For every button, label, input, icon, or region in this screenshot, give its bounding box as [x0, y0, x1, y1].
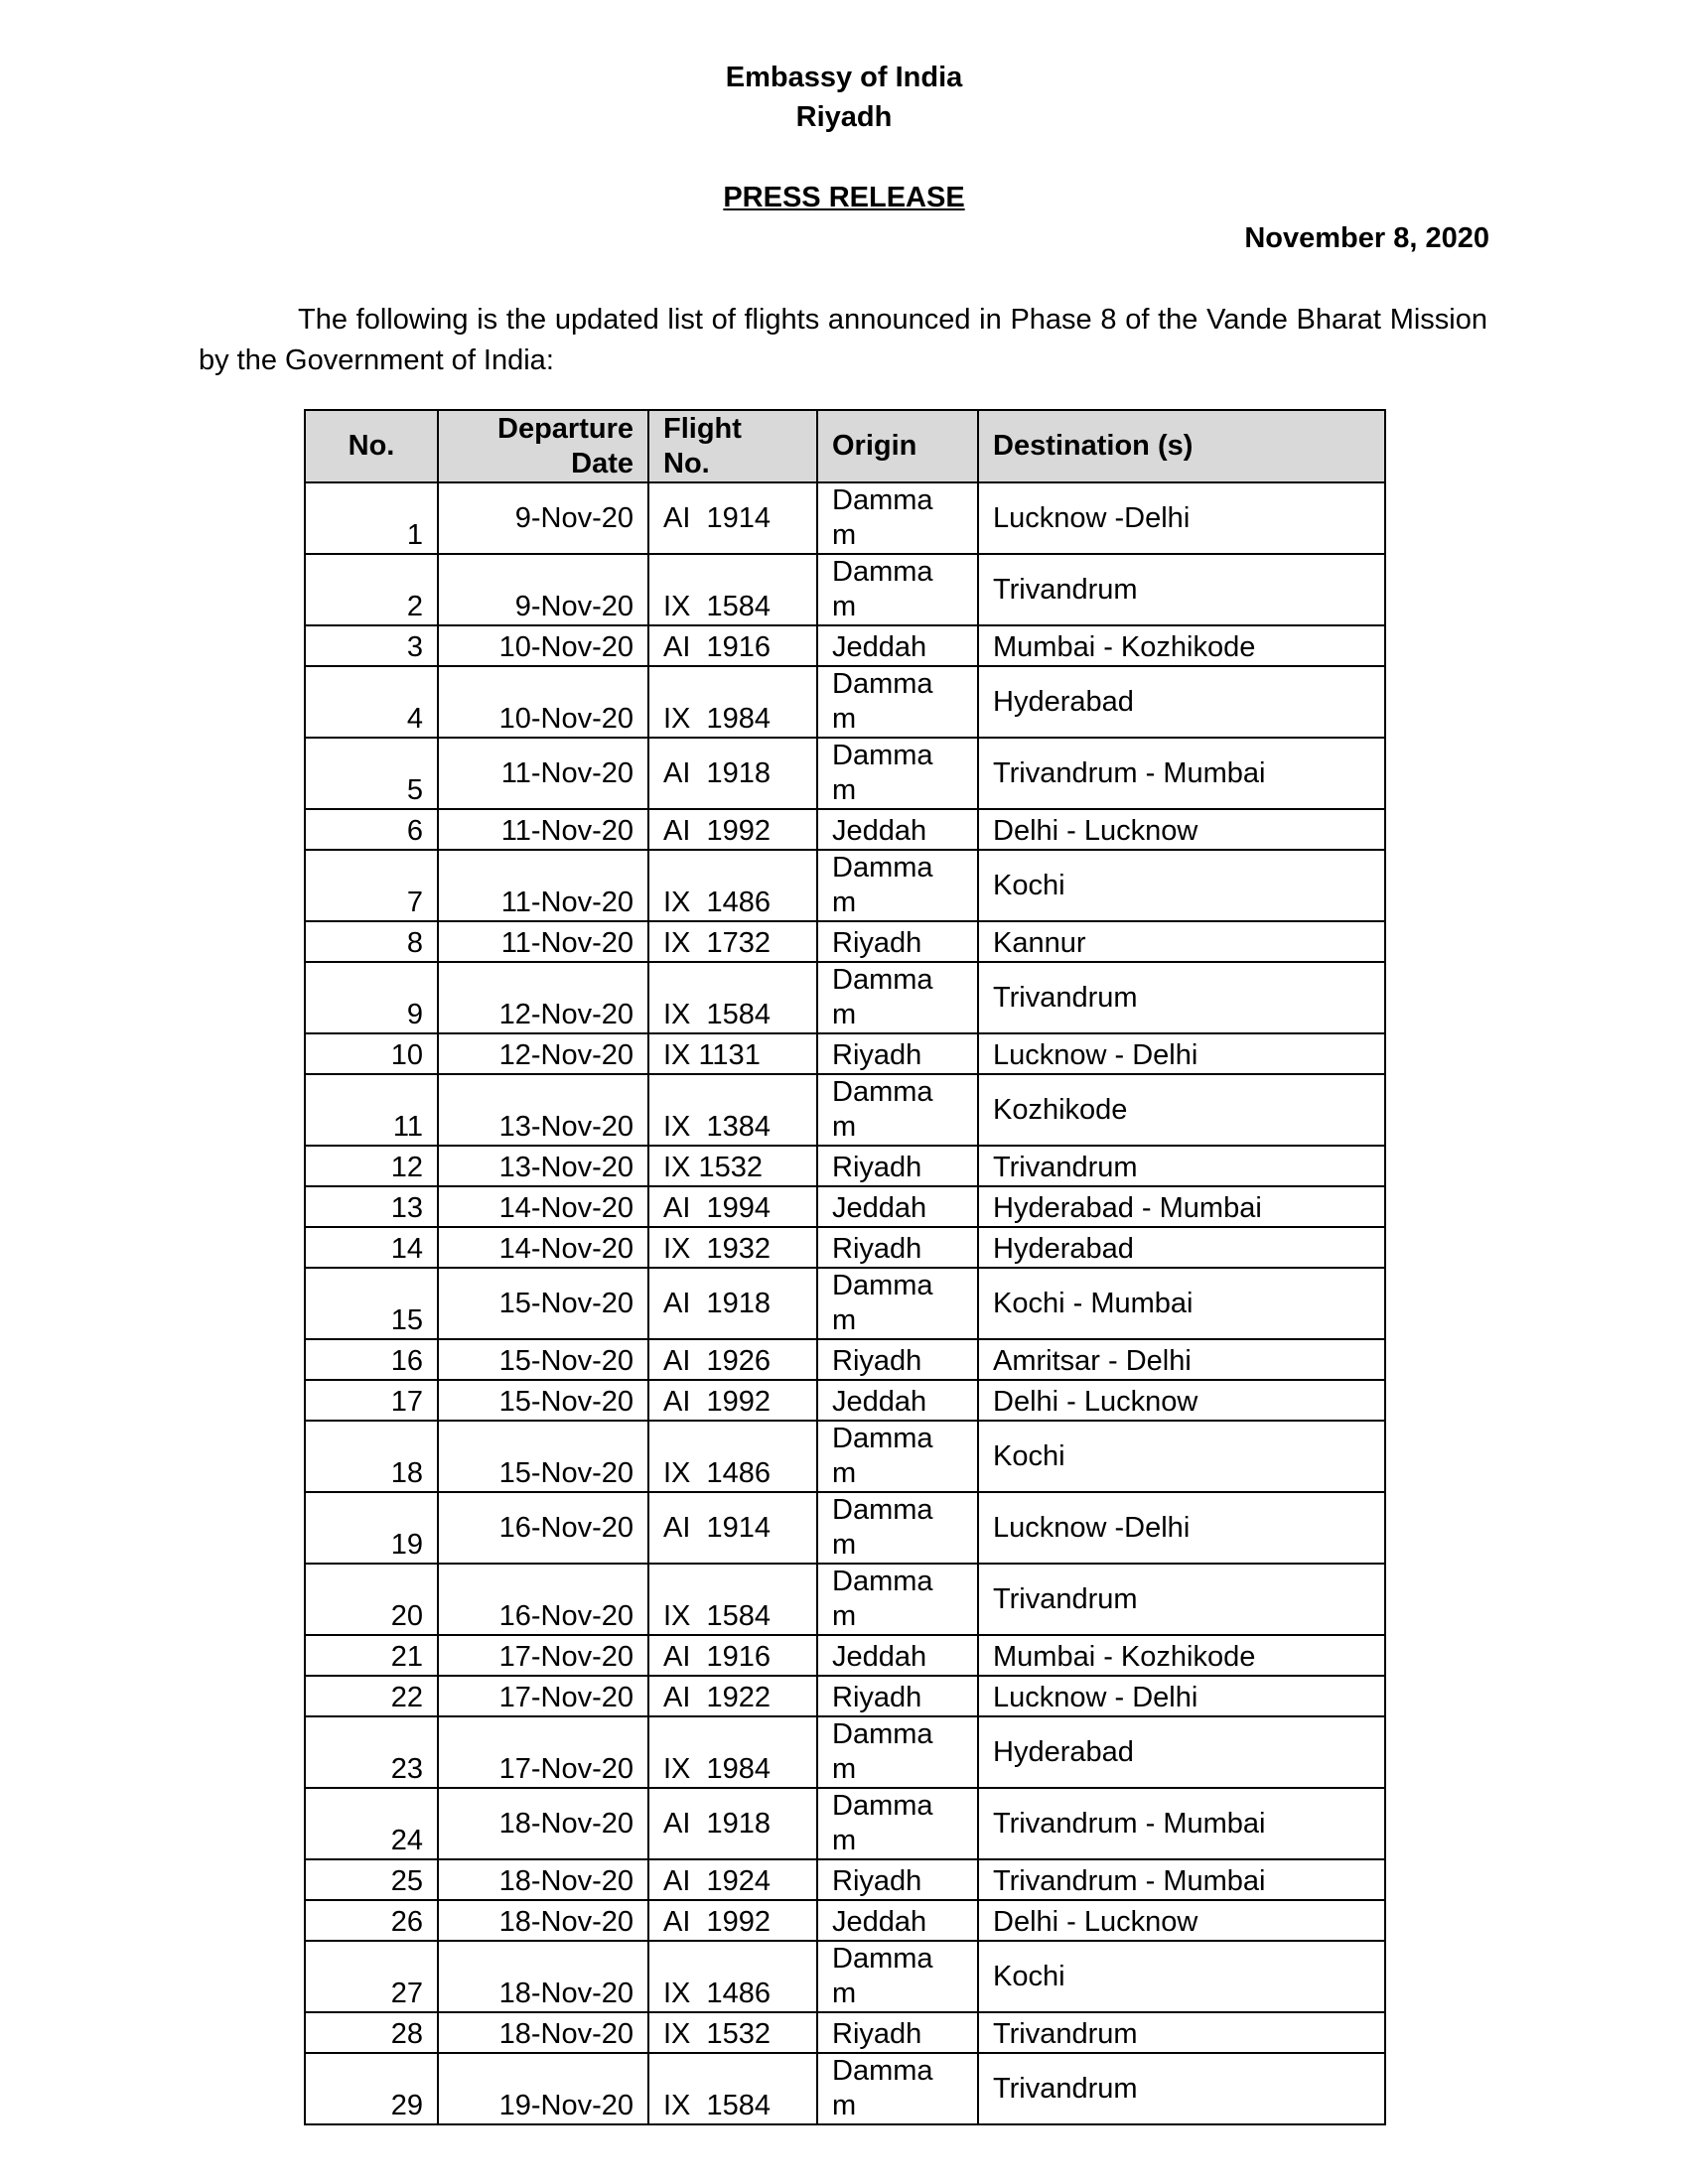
cell-origin-line1: Riyadh	[832, 1233, 922, 1265]
cell-departure-date: 11-Nov-20	[438, 738, 648, 809]
cell-origin-line2: m	[832, 1753, 857, 1785]
cell-flight-no: AI 1914	[648, 482, 817, 554]
cell-no: 26	[305, 1900, 438, 1941]
cell-departure-date: 9-Nov-20	[438, 554, 648, 625]
cell-departure-date: 15-Nov-20	[438, 1268, 648, 1339]
table-row	[305, 1074, 1385, 1146]
cell-departure-date: 18-Nov-20	[438, 1941, 648, 2012]
cell-destination: Amritsar - Delhi	[978, 1339, 1385, 1380]
column-header-destination: Destination (s)	[978, 410, 1385, 482]
table-row	[305, 921, 1385, 962]
cell-departure-date: 17-Nov-20	[438, 1716, 648, 1788]
cell-destination: Hyderabad - Mumbai	[978, 1186, 1385, 1227]
cell-origin-line2: m	[832, 1304, 857, 1336]
cell-origin-line1: Damma	[832, 668, 933, 700]
cell-origin-line2: m	[832, 1978, 857, 2009]
cell-origin	[817, 554, 978, 625]
cell-departure-date: 10-Nov-20	[438, 625, 648, 666]
document-title: PRESS RELEASE	[723, 182, 965, 213]
column-header-flight-no	[648, 410, 817, 482]
cell-departure-date: 18-Nov-20	[438, 2012, 648, 2053]
cell-flight-no: AI 1994	[648, 1186, 817, 1227]
cell-origin-line2: m	[832, 1111, 857, 1143]
cell-origin-line1: Damma	[832, 1494, 933, 1526]
cell-origin	[817, 1492, 978, 1564]
table-row	[305, 1716, 1385, 1788]
cell-departure-date: 10-Nov-20	[438, 666, 648, 738]
cell-destination: Hyderabad	[978, 666, 1385, 738]
cell-flight-no: IX 1486	[648, 1941, 817, 2012]
cell-destination: Trivandrum	[978, 2053, 1385, 2124]
cell-origin	[817, 1635, 978, 1676]
cell-origin-line1: Damma	[832, 484, 933, 516]
cell-origin-line2: m	[832, 1457, 857, 1489]
cell-flight-no: IX 1584	[648, 2053, 817, 2124]
table-row	[305, 1676, 1385, 1716]
cell-departure-date: 13-Nov-20	[438, 1146, 648, 1186]
cell-no: 2	[305, 554, 438, 625]
intro-paragraph: The following is the updated list of flights announced in Phase 8 of the Vande Bharat Mission by the Government of India:	[199, 304, 1487, 376]
cell-origin-line2: m	[832, 887, 857, 918]
cell-origin-line2: m	[832, 519, 857, 551]
cell-origin	[817, 1676, 978, 1716]
cell-origin-line1: Damma	[832, 2055, 933, 2087]
cell-flight-no: IX 1532	[648, 1146, 817, 1186]
cell-destination: Kochi	[978, 1941, 1385, 2012]
cell-origin	[817, 2053, 978, 2124]
cell-flight-no: AI 1992	[648, 809, 817, 850]
cell-origin-line1: Damma	[832, 1076, 933, 1108]
table-row	[305, 1268, 1385, 1339]
cell-origin-line1: Riyadh	[832, 1039, 922, 1071]
table-row	[305, 850, 1385, 921]
table-row	[305, 1941, 1385, 2012]
cell-flight-no: AI 1918	[648, 1788, 817, 1859]
column-header-no: No.	[305, 410, 438, 482]
cell-origin-line1: Damma	[832, 1790, 933, 1822]
cell-flight-no: IX 1532	[648, 2012, 817, 2053]
table-row	[305, 666, 1385, 738]
cell-no: 23	[305, 1716, 438, 1788]
cell-origin	[817, 809, 978, 850]
cell-origin-line1: Damma	[832, 1943, 933, 1975]
cell-destination: Trivandrum	[978, 1564, 1385, 1635]
cell-destination: Trivandrum	[978, 554, 1385, 625]
table-row	[305, 1146, 1385, 1186]
cell-origin-line1: Riyadh	[832, 927, 922, 959]
cell-origin	[817, 482, 978, 554]
cell-origin	[817, 1074, 978, 1146]
cell-flight-no: AI 1992	[648, 1380, 817, 1421]
cell-no: 22	[305, 1676, 438, 1716]
cell-destination: Lucknow -Delhi	[978, 1492, 1385, 1564]
cell-departure-date: 15-Nov-20	[438, 1380, 648, 1421]
table-row	[305, 1227, 1385, 1268]
cell-departure-date: 18-Nov-20	[438, 1788, 648, 1859]
cell-flight-no: AI 1918	[648, 738, 817, 809]
cell-flight-no: IX 1584	[648, 554, 817, 625]
cell-departure-date: 12-Nov-20	[438, 1033, 648, 1074]
cell-no: 6	[305, 809, 438, 850]
cell-flight-no: IX 1486	[648, 850, 817, 921]
cell-no: 3	[305, 625, 438, 666]
cell-destination: Kochi - Mumbai	[978, 1268, 1385, 1339]
cell-destination: Trivandrum - Mumbai	[978, 1788, 1385, 1859]
cell-origin	[817, 2012, 978, 2053]
cell-origin-line1: Jeddah	[832, 815, 927, 847]
cell-destination: Delhi - Lucknow	[978, 809, 1385, 850]
cell-no: 8	[305, 921, 438, 962]
cell-origin-line1: Riyadh	[832, 1865, 922, 1897]
cell-destination: Delhi - Lucknow	[978, 1380, 1385, 1421]
cell-destination: Kochi	[978, 1421, 1385, 1492]
cell-origin-line2: m	[832, 1600, 857, 1632]
cell-origin	[817, 1227, 978, 1268]
cell-departure-date: 12-Nov-20	[438, 962, 648, 1033]
cell-flight-no: AI 1926	[648, 1339, 817, 1380]
cell-departure-date: 15-Nov-20	[438, 1339, 648, 1380]
cell-origin	[817, 738, 978, 809]
cell-destination: Hyderabad	[978, 1716, 1385, 1788]
cell-origin-line1: Riyadh	[832, 2018, 922, 2050]
cell-departure-date: 15-Nov-20	[438, 1421, 648, 1492]
cell-destination: Hyderabad	[978, 1227, 1385, 1268]
cell-destination: Mumbai - Kozhikode	[978, 625, 1385, 666]
cell-destination: Delhi - Lucknow	[978, 1900, 1385, 1941]
cell-origin-line1: Damma	[832, 1566, 933, 1597]
cell-destination: Trivandrum - Mumbai	[978, 1859, 1385, 1900]
cell-origin-line1: Damma	[832, 852, 933, 884]
cell-flight-no: AI 1916	[648, 1635, 817, 1676]
cell-flight-no: IX 1486	[648, 1421, 817, 1492]
cell-origin-line1: Jeddah	[832, 1641, 927, 1673]
cell-origin-line1: Damma	[832, 556, 933, 588]
cell-origin	[817, 962, 978, 1033]
cell-no: 4	[305, 666, 438, 738]
cell-no: 15	[305, 1268, 438, 1339]
column-header-origin: Origin	[817, 410, 978, 482]
cell-origin	[817, 1146, 978, 1186]
cell-destination: Kochi	[978, 850, 1385, 921]
cell-destination: Trivandrum - Mumbai	[978, 738, 1385, 809]
cell-origin	[817, 1941, 978, 2012]
cell-no: 20	[305, 1564, 438, 1635]
cell-departure-date: 14-Nov-20	[438, 1227, 648, 1268]
table-row	[305, 1380, 1385, 1421]
cell-origin-line2: m	[832, 1825, 857, 1856]
table-row	[305, 2012, 1385, 2053]
cell-flight-no: AI 1918	[648, 1268, 817, 1339]
cell-origin-line1: Damma	[832, 1270, 933, 1301]
cell-no: 7	[305, 850, 438, 921]
table-row	[305, 1900, 1385, 1941]
cell-origin-line1: Riyadh	[832, 1682, 922, 1713]
cell-departure-date: 11-Nov-20	[438, 850, 648, 921]
cell-departure-date: 11-Nov-20	[438, 809, 648, 850]
table-header-row	[305, 410, 1385, 482]
cell-no: 9	[305, 962, 438, 1033]
table-row	[305, 1421, 1385, 1492]
cell-origin	[817, 850, 978, 921]
cell-no: 16	[305, 1339, 438, 1380]
table-row	[305, 482, 1385, 554]
cell-departure-date: 18-Nov-20	[438, 1900, 648, 1941]
table-row	[305, 962, 1385, 1033]
column-header-departure-date-line2: Date	[571, 448, 633, 479]
cell-origin	[817, 1421, 978, 1492]
cell-origin	[817, 625, 978, 666]
cell-departure-date: 19-Nov-20	[438, 2053, 648, 2124]
cell-origin-line1: Damma	[832, 740, 933, 771]
cell-departure-date: 11-Nov-20	[438, 921, 648, 962]
cell-destination: Trivandrum	[978, 2012, 1385, 2053]
column-header-departure-date-line1: Departure	[497, 413, 633, 445]
cell-origin-line2: m	[832, 591, 857, 622]
cell-origin-line1: Damma	[832, 1423, 933, 1454]
cell-no: 14	[305, 1227, 438, 1268]
cell-origin-line2: m	[832, 703, 857, 735]
cell-origin-line1: Damma	[832, 1718, 933, 1750]
cell-origin-line2: m	[832, 999, 857, 1030]
cell-origin-line1: Riyadh	[832, 1345, 922, 1377]
cell-origin-line1: Jeddah	[832, 1906, 927, 1938]
cell-flight-no: IX 1984	[648, 666, 817, 738]
cell-flight-no: IX 1131	[648, 1033, 817, 1074]
cell-no: 25	[305, 1859, 438, 1900]
cell-flight-no: AI 1916	[648, 625, 817, 666]
cell-no: 1	[305, 482, 438, 554]
cell-no: 18	[305, 1421, 438, 1492]
cell-flight-no: AI 1922	[648, 1676, 817, 1716]
cell-no: 24	[305, 1788, 438, 1859]
cell-origin	[817, 921, 978, 962]
cell-destination: Lucknow - Delhi	[978, 1676, 1385, 1716]
cell-flight-no: IX 1932	[648, 1227, 817, 1268]
cell-destination: Mumbai - Kozhikode	[978, 1635, 1385, 1676]
cell-origin-line2: m	[832, 2090, 857, 2121]
table-row	[305, 809, 1385, 850]
cell-destination: Kozhikode	[978, 1074, 1385, 1146]
cell-destination: Trivandrum	[978, 1146, 1385, 1186]
organization-city: Riyadh	[795, 101, 893, 133]
cell-destination: Lucknow -Delhi	[978, 482, 1385, 554]
column-header-flight-no-line2: No.	[663, 448, 710, 479]
cell-origin	[817, 1900, 978, 1941]
column-header-flight-no-line1: Flight	[663, 413, 742, 445]
cell-origin	[817, 1788, 978, 1859]
cell-departure-date: 18-Nov-20	[438, 1859, 648, 1900]
table-row	[305, 1186, 1385, 1227]
cell-flight-no: IX 1732	[648, 921, 817, 962]
cell-flight-no: IX 1584	[648, 962, 817, 1033]
release-date: November 8, 2020	[1244, 222, 1489, 254]
cell-no: 5	[305, 738, 438, 809]
cell-origin	[817, 1380, 978, 1421]
cell-departure-date: 17-Nov-20	[438, 1676, 648, 1716]
cell-departure-date: 17-Nov-20	[438, 1635, 648, 1676]
organization-name: Embassy of India	[725, 62, 963, 93]
cell-origin-line1: Damma	[832, 964, 933, 996]
table-row	[305, 1635, 1385, 1676]
cell-origin	[817, 1268, 978, 1339]
cell-destination: Lucknow - Delhi	[978, 1033, 1385, 1074]
cell-no: 11	[305, 1074, 438, 1146]
cell-departure-date: 16-Nov-20	[438, 1564, 648, 1635]
cell-flight-no: AI 1924	[648, 1859, 817, 1900]
cell-flight-no: IX 1384	[648, 1074, 817, 1146]
cell-no: 21	[305, 1635, 438, 1676]
cell-origin-line1: Jeddah	[832, 1192, 927, 1224]
table-row	[305, 1564, 1385, 1635]
cell-flight-no: IX 1584	[648, 1564, 817, 1635]
table-row	[305, 1033, 1385, 1074]
cell-no: 10	[305, 1033, 438, 1074]
cell-destination: Kannur	[978, 921, 1385, 962]
table-row	[305, 1492, 1385, 1564]
cell-origin-line2: m	[832, 774, 857, 806]
cell-origin-line2: m	[832, 1529, 857, 1561]
cell-departure-date: 14-Nov-20	[438, 1186, 648, 1227]
table-row	[305, 554, 1385, 625]
table-row	[305, 2053, 1385, 2124]
column-header-departure-date	[438, 410, 648, 482]
cell-origin-line1: Jeddah	[832, 631, 927, 663]
cell-origin-line1: Riyadh	[832, 1152, 922, 1183]
flights-table	[304, 409, 1386, 2125]
table-row	[305, 1859, 1385, 1900]
cell-no: 29	[305, 2053, 438, 2124]
cell-flight-no: IX 1984	[648, 1716, 817, 1788]
cell-origin	[817, 666, 978, 738]
cell-origin	[817, 1564, 978, 1635]
table-row	[305, 625, 1385, 666]
cell-origin	[817, 1033, 978, 1074]
cell-origin-line1: Jeddah	[832, 1386, 927, 1418]
cell-no: 17	[305, 1380, 438, 1421]
cell-no: 27	[305, 1941, 438, 2012]
cell-departure-date: 13-Nov-20	[438, 1074, 648, 1146]
cell-origin	[817, 1186, 978, 1227]
cell-no: 28	[305, 2012, 438, 2053]
table-row	[305, 738, 1385, 809]
cell-no: 19	[305, 1492, 438, 1564]
cell-origin	[817, 1859, 978, 1900]
cell-origin	[817, 1716, 978, 1788]
cell-departure-date: 16-Nov-20	[438, 1492, 648, 1564]
cell-departure-date: 9-Nov-20	[438, 482, 648, 554]
table-row	[305, 1339, 1385, 1380]
cell-no: 13	[305, 1186, 438, 1227]
cell-destination: Trivandrum	[978, 962, 1385, 1033]
cell-flight-no: AI 1992	[648, 1900, 817, 1941]
cell-origin	[817, 1339, 978, 1380]
cell-flight-no: AI 1914	[648, 1492, 817, 1564]
cell-no: 12	[305, 1146, 438, 1186]
table-row	[305, 1788, 1385, 1859]
